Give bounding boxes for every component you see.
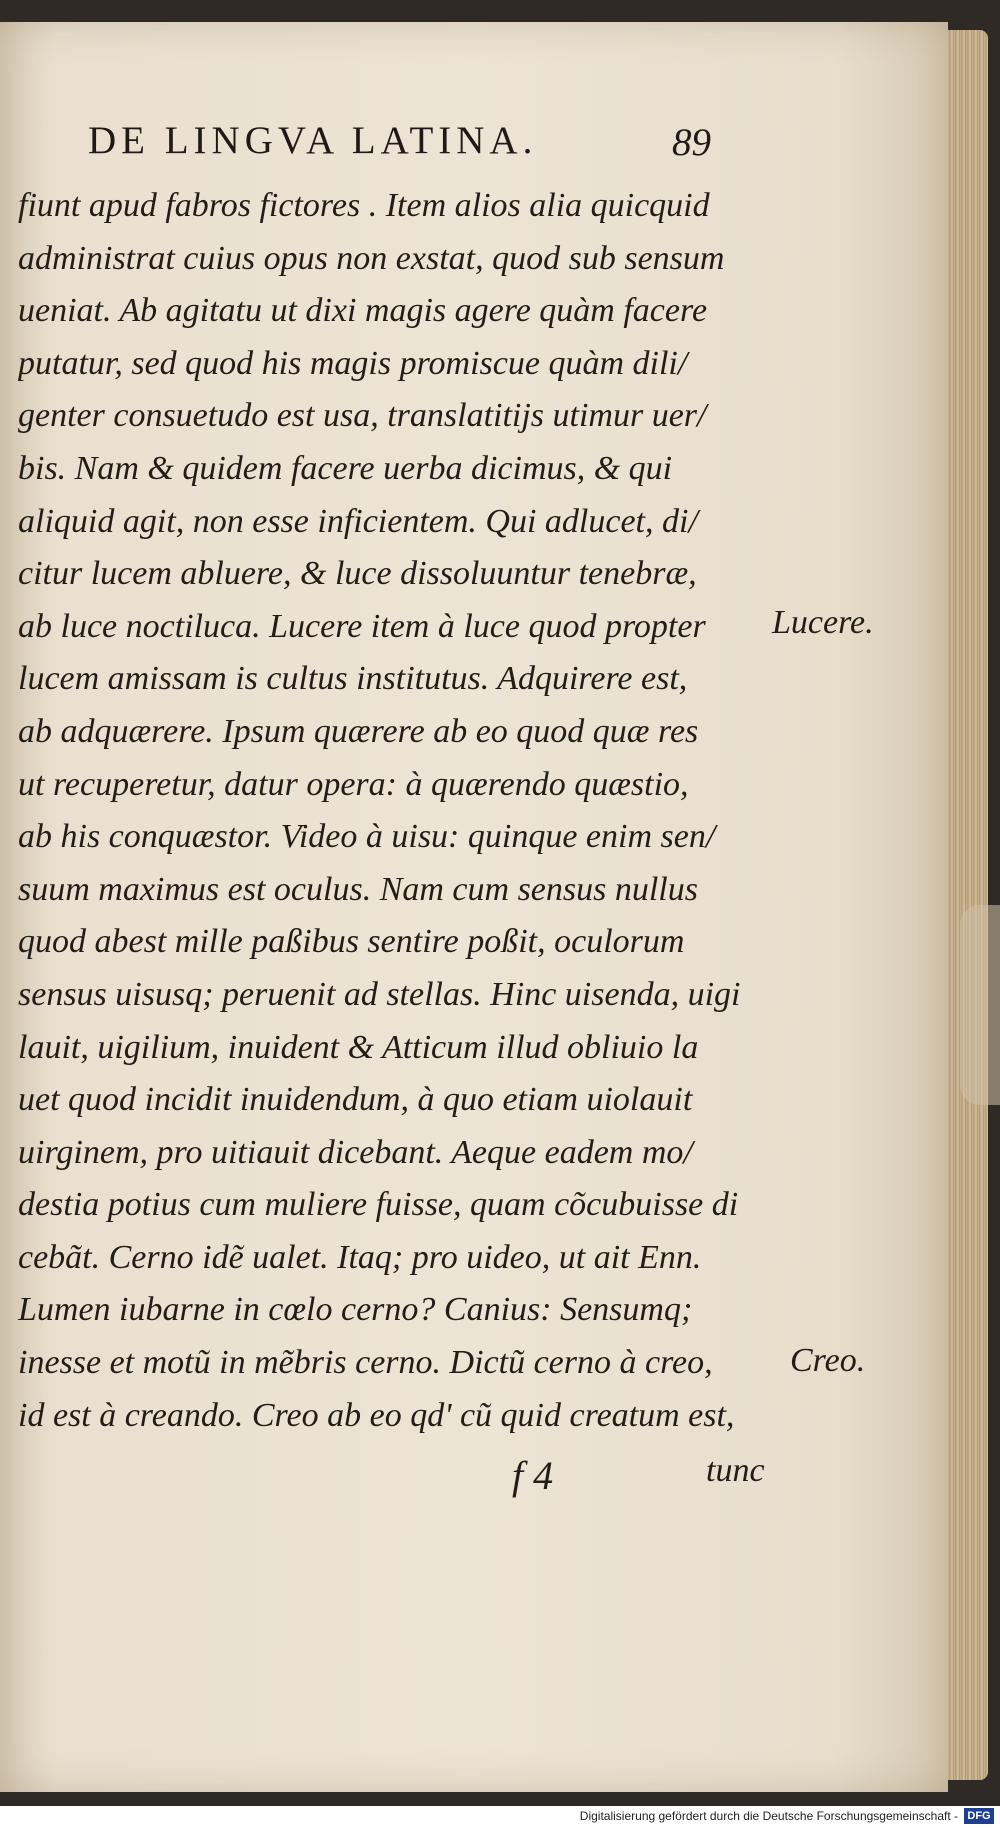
text-line: cebãt. Cerno idẽ ualet. Itaq; pro uideo, ut ait Enn.	[18, 1238, 702, 1276]
text-line: destia potius cum muliere fuisse, quam cõcubuisse di	[18, 1186, 739, 1224]
text-line: Lumen iubarne in cœlo cerno? Canius: Sensumq;	[18, 1291, 693, 1329]
text-line: lauit, uigilium, inuident & Atticum illud obliuio la	[18, 1028, 699, 1066]
clasp-shadow	[960, 905, 1000, 1105]
text-line: lucem amissam is cultus institutus. Adquirere est,	[18, 660, 688, 698]
marginal-note-lucere: Lucere.	[772, 604, 874, 641]
signature-mark: f 4	[512, 1453, 554, 1498]
text-line: ut recuperetur, datur opera: à quærendo quæstio,	[18, 765, 689, 803]
body-text	[18, 180, 770, 1442]
catchword: tunc	[706, 1452, 765, 1489]
text-line: inesse et motũ in mẽbris cerno. Dictũ cerno à creo,	[18, 1344, 713, 1382]
text-line: fiunt apud fabros fictores . Item alios alia quicquid	[18, 187, 710, 224]
text-line: quod abest mille paßibus sentire poßit, oculorum	[18, 923, 685, 961]
text-line: bis. Nam & quidem facere uerba dicimus, & qui	[18, 449, 673, 487]
digitization-credit: Digitalisierung gefördert durch die Deutsche Forschungsgemeinschaft -	[579, 1809, 958, 1823]
text-line: ab adquærere. Ipsum quærere ab eo quod quæ res	[18, 712, 699, 750]
text-line: ab his conquæstor. Video à uisu: quinque enim sen/	[18, 818, 716, 856]
text-line: uet quod incidit inuidendum, à quo etiam uiolauit	[18, 1081, 693, 1119]
text-line: sensus uisusq; peruenit ad stellas. Hinc uisenda, uigi	[18, 975, 741, 1013]
running-head: DE LINGVA LATINA.	[88, 119, 538, 162]
text-line: aliquid agit, non esse inficientem. Qui adlucet, di/	[18, 502, 698, 540]
text-line: id est à creando. Creo ab eo qd' cũ quid creatum est,	[18, 1396, 735, 1434]
text-line: ab luce noctiluca. Lucere item à luce quod propter	[18, 607, 706, 645]
text-line: suum maximus est oculus. Nam cum sensus nullus	[18, 870, 698, 908]
text-line: ueniat. Ab agitatu ut dixi magis agere quàm facere	[18, 292, 708, 330]
text-line: putatur, sed quod his magis promiscue quàm dili/	[18, 344, 688, 382]
marginal-note-creo: Creo.	[790, 1342, 866, 1379]
text-line: genter consuetudo est usa, translatitijs utimur uer/	[18, 397, 707, 435]
text-line: citur lucem abluere, & luce dissoluuntur tenebræ,	[18, 555, 697, 593]
text-line: uirginem, pro uitiauit dicebant. Aeque eadem mo/	[18, 1133, 693, 1171]
dfg-logo-icon: DFG	[964, 1808, 994, 1824]
page-number: 89	[672, 121, 711, 164]
text-line: administrat cuius opus non exstat, quod sub sensum	[18, 239, 725, 277]
